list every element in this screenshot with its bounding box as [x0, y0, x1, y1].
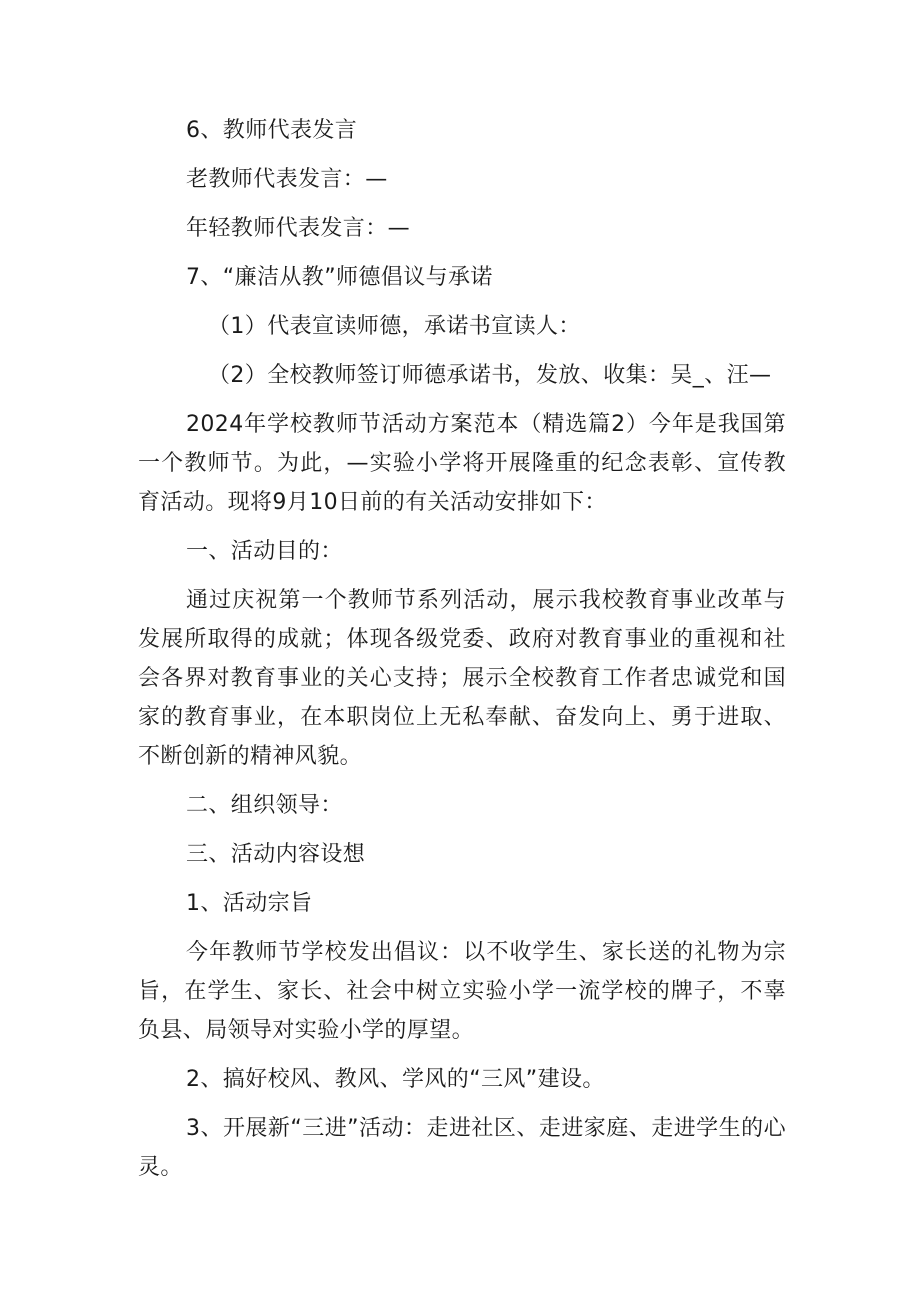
- sub-item-signing: （2）全校教师签订师德承诺书，发放、收集：吴_、汪—: [208, 363, 772, 388]
- item-ethics-pledge: 7、“廉洁从教”师德倡议与承诺: [186, 265, 493, 290]
- sub-item-reading: （1）代表宣读师德，承诺书宣读人：: [208, 314, 581, 339]
- item-three-entries: 3、开展新“三进”活动：走进社区、走进家庭、走进学生的心灵。: [138, 1116, 786, 1180]
- aim-paragraph: 今年教师节学校发出倡议：以不收学生、家长送的礼物为宗旨，在学生、家长、社会中树立实验小学一流学校的牌子，不辜负县、局领导对实验小学的厚望。: [138, 940, 786, 1043]
- young-teacher-speech: 年轻教师代表发言：—: [186, 216, 411, 241]
- item-three-styles: 2、搞好校风、教风、学风的“三风”建设。: [186, 1067, 605, 1092]
- purpose-paragraph: 通过庆祝第一个教师节系列活动，展示我校教育事业改革与发展所取得的成就；体现各级党委、政府对教育事业的重视和社会各界对教育事业的关心支持；展示全校教育工作者忠诚党和国家的教育事业，在本职岗位上无私奉献、奋发向上、勇于进取、不断创新的精神风貌。: [138, 588, 786, 769]
- intro-paragraph: 2024年学校教师节活动方案范本（精选篇2）今年是我国第一个教师节。为此，—实验小学将开展隆重的纪念表彰、宣传教育活动。现将9月10日前的有关活动安排如下：: [138, 412, 786, 515]
- heading-organization: 二、组织领导：: [186, 793, 343, 818]
- senior-teacher-speech: 老教师代表发言：—: [186, 167, 388, 192]
- item-activity-aim: 1、活动宗旨: [186, 891, 313, 916]
- document-body: [138, 111, 786, 1187]
- heading-purpose: 一、活动目的：: [186, 539, 343, 564]
- heading-activity-content: 三、活动内容设想: [186, 842, 366, 867]
- item-teacher-speech: 6、教师代表发言: [186, 118, 358, 143]
